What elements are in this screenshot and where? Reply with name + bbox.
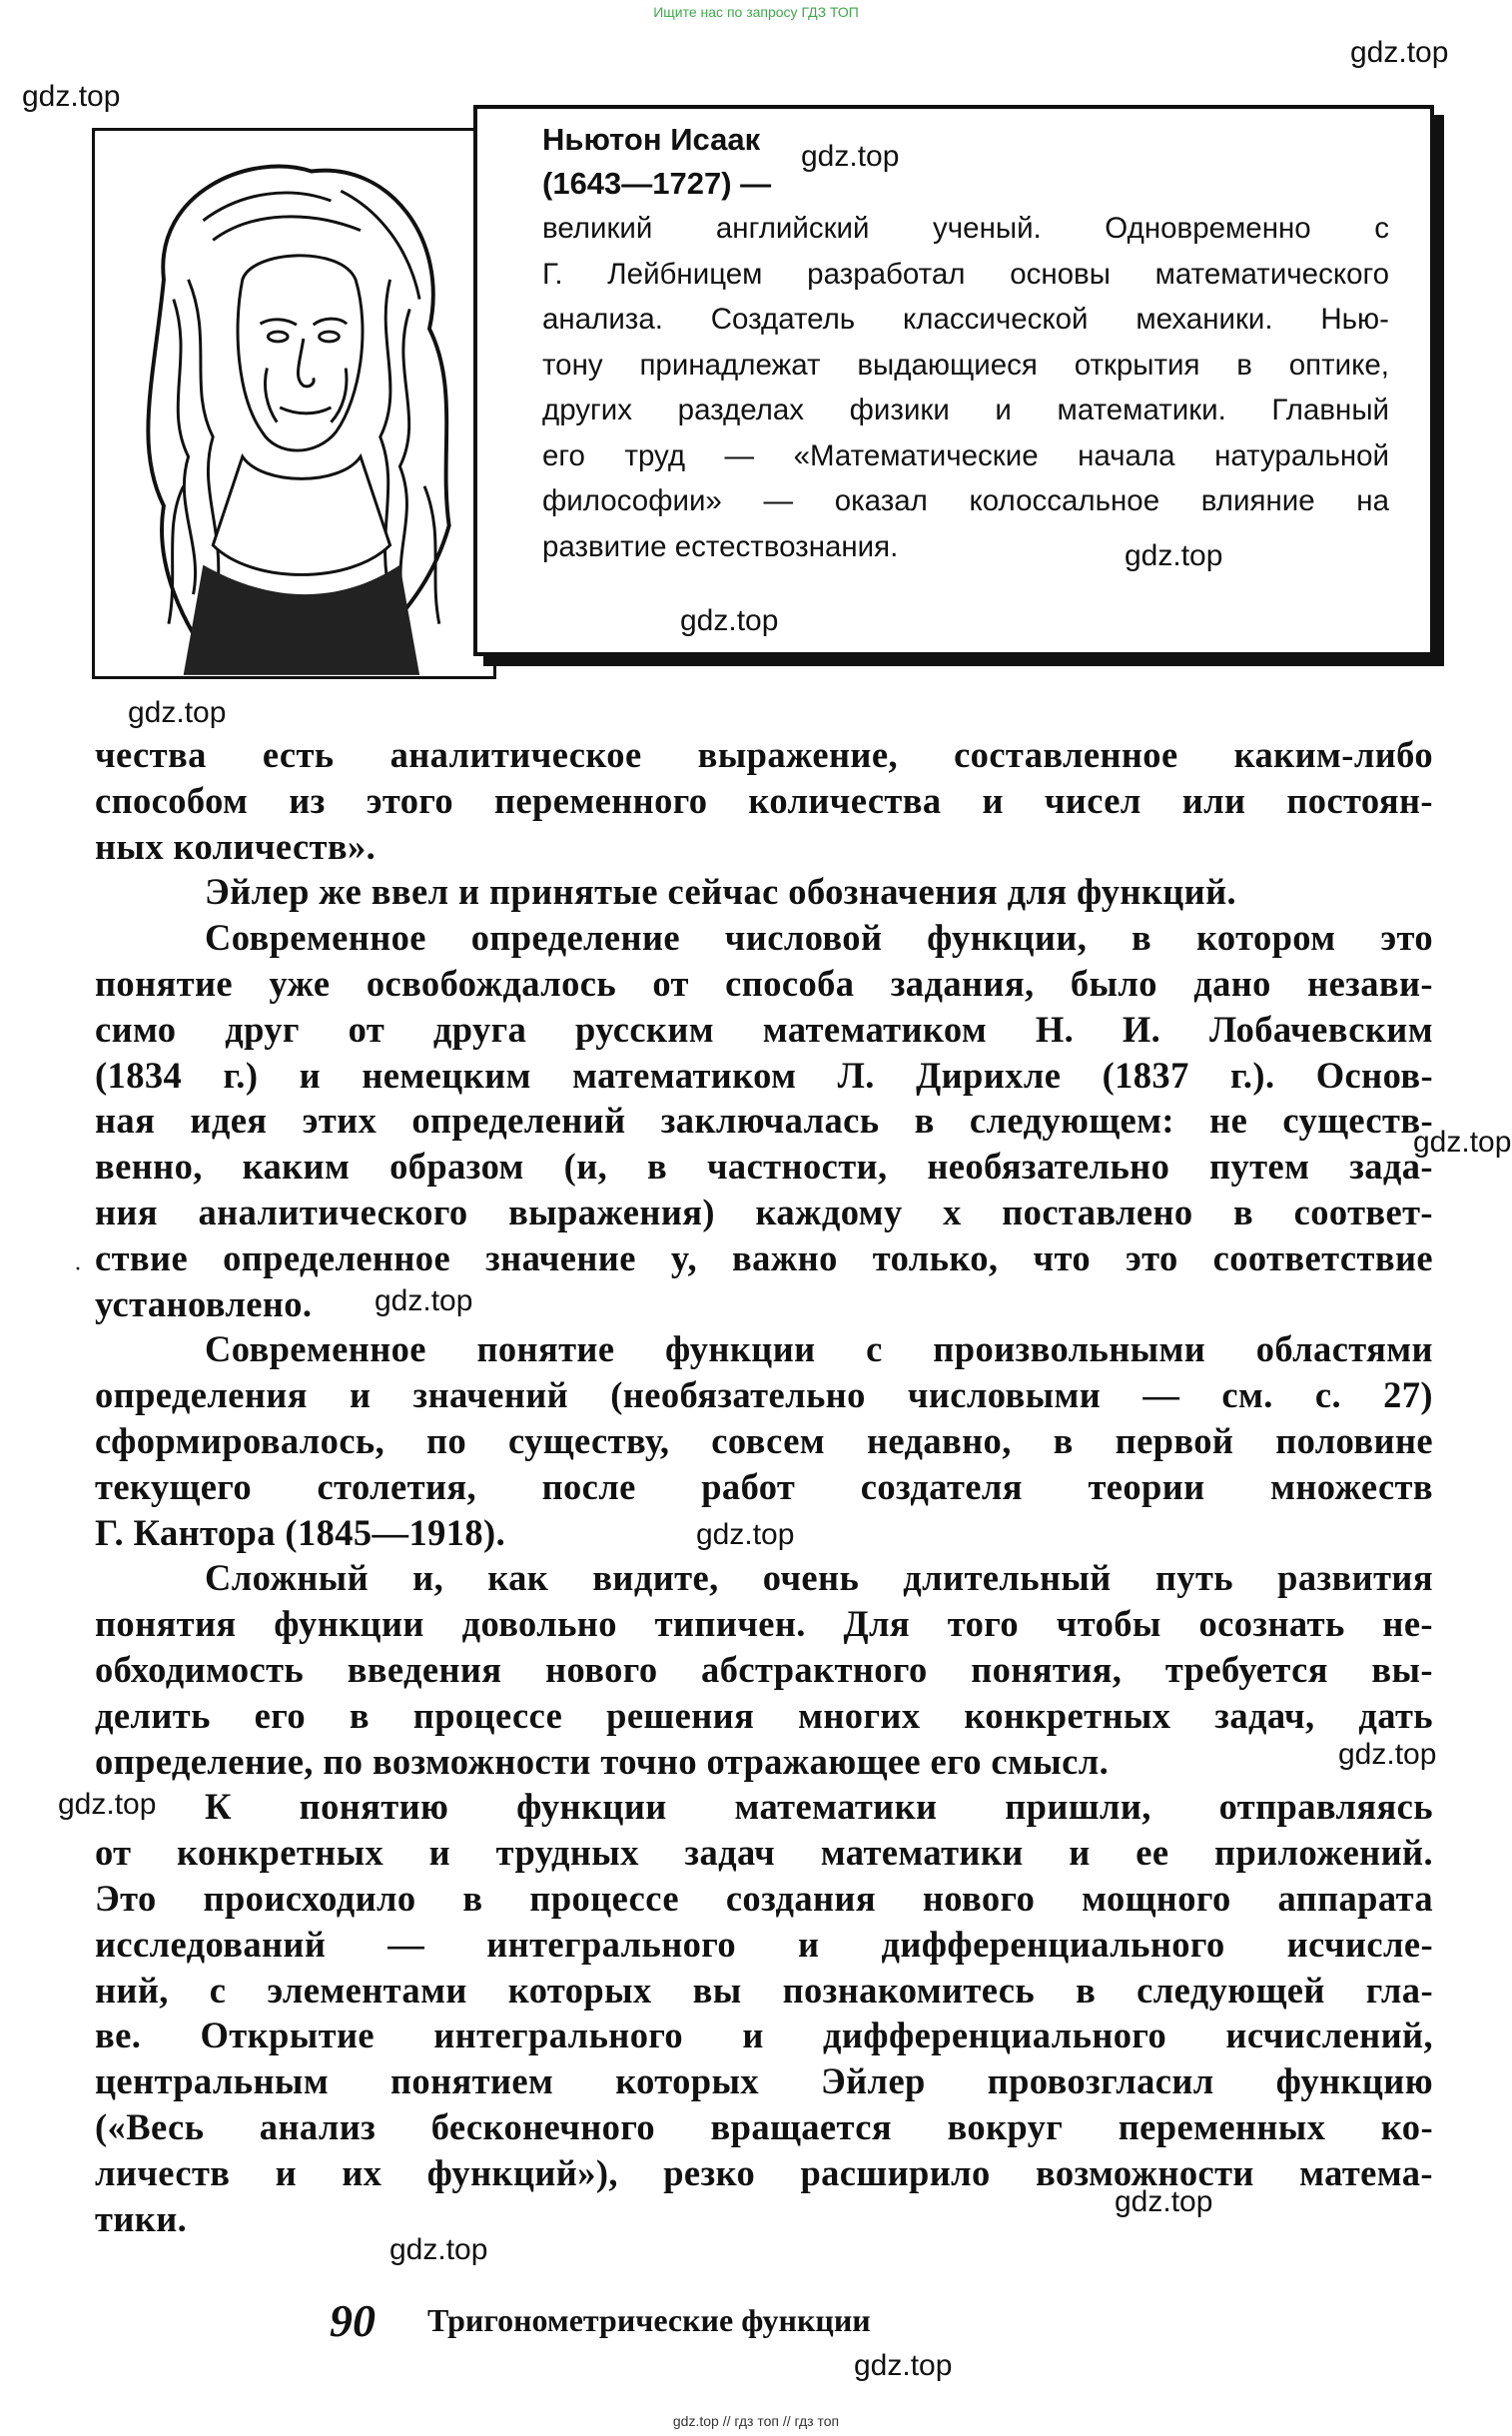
watermark: gdz.top xyxy=(128,696,227,729)
text-line: ния аналитического выражения) каждому x поставлено в соответ- xyxy=(95,1191,1433,1232)
bio-line: его труд — «Математические начала натуральной xyxy=(542,438,1389,472)
page-number: 90 xyxy=(330,2295,376,2346)
text-line: Эйлер же ввел и принятые сейчас обозначения для функций. xyxy=(205,871,1237,913)
text-line: личеств и их функций»), резко расширило возможности матема- xyxy=(95,2151,1433,2193)
text-line: определение, по возможности точно отражающее его смысл. xyxy=(95,1740,1110,1782)
body-text xyxy=(95,732,1433,2241)
bio-years: (1643—1727) — xyxy=(542,166,772,201)
text-line: венно, каким образом (и, в частности, необязательно путем зада- xyxy=(95,1146,1433,1188)
section-title: Тригонометрические функции xyxy=(427,2302,871,2338)
text-line: способом из этого переменного количества и чисел или постоян- xyxy=(95,779,1433,821)
text-line: от конкретных и трудных задач математики и ее приложений. xyxy=(95,1832,1433,1874)
text-line: делить его в процессе решения многих конкретных задач, дать xyxy=(95,1694,1433,1736)
bio-line: других разделах физики и математики. Главный xyxy=(542,394,1389,426)
bio-line: философии» — оказал колоссальное влияние на xyxy=(542,484,1389,517)
text-line: ствие определенное значение y, важно только, что это соответствие xyxy=(95,1236,1433,1278)
text-line: центральным понятием которых Эйлер провозгласил функцию xyxy=(95,2060,1433,2102)
paragraph-3 xyxy=(95,915,1433,1326)
text-line: Сложный и, как видите, очень длительный путь развития xyxy=(205,1557,1433,1599)
bio-name: Ньютон Исаак xyxy=(542,122,761,157)
paragraph-2 xyxy=(95,869,1433,915)
bottom-banner: gdz.top // гдз топ // гдз топ xyxy=(672,2413,840,2429)
text-line: обходимость введения нового абстрактного понятия, требуется вы- xyxy=(95,1648,1433,1690)
watermark: gdz.top xyxy=(1338,1738,1437,1771)
watermark: gdz.top xyxy=(854,2349,953,2382)
watermark: gdz.top xyxy=(696,1518,795,1551)
top-banner: Ищите нас по запросу ГДЗ ТОП xyxy=(653,4,859,20)
bio-header xyxy=(542,118,771,206)
text-line: ве. Открытие интегрального и дифференциального исчислений, xyxy=(95,2015,1433,2056)
text-line: установлено. xyxy=(95,1282,313,1324)
newton-portrait-image xyxy=(92,128,496,679)
text-line: («Весь анализ бесконечного вращается вокруг переменных ко- xyxy=(95,2105,1433,2147)
bio-line: великий английский ученый. Одновременно с xyxy=(542,212,1389,245)
text-line: Современное понятие функции с произвольными областями xyxy=(205,1328,1433,1370)
bio-text xyxy=(542,206,1389,569)
text-line: Это происходило в процессе создания нового мощного аппарата xyxy=(95,1877,1433,1919)
bio-line: Г. Лейбницем разработал основы математического xyxy=(542,257,1389,291)
paragraph-1 xyxy=(95,732,1433,869)
text-line: ных количеств». xyxy=(95,825,377,867)
bio-line: анализа. Создатель классической механики. Нью- xyxy=(542,303,1389,336)
watermark: gdz.top xyxy=(1350,36,1449,69)
paragraph-6 xyxy=(95,1784,1433,2241)
watermark: gdz.top xyxy=(1125,539,1223,572)
text-line: чества есть аналитическое выражение, составленное каким-либо xyxy=(95,734,1433,775)
stray-mark: · xyxy=(74,1256,82,1282)
text-line: симо друг от друга русским математиком Н. И. Лобачевским xyxy=(95,1008,1433,1050)
text-line: понятие уже освобождалось от способа задания, было дано незави- xyxy=(95,962,1433,1004)
paragraph-5 xyxy=(95,1555,1433,1784)
text-line: сформировалось, по существу, совсем недавно, в первой половине xyxy=(95,1419,1433,1461)
text-line: К понятию функции математики пришли, отправляясь xyxy=(205,1786,1433,1828)
watermark: gdz.top xyxy=(1413,1126,1512,1159)
watermark: gdz.top xyxy=(389,2233,488,2266)
text-line: текущего столетия, после работ создателя теории множеств xyxy=(95,1465,1433,1507)
watermark: gdz.top xyxy=(58,1788,157,1821)
text-line: Г. Кантора (1845—1918). xyxy=(95,1511,506,1553)
watermark: gdz.top xyxy=(680,604,779,637)
text-line: Современное определение числовой функции, в котором это xyxy=(205,917,1433,959)
watermark: gdz.top xyxy=(1115,2185,1213,2218)
text-line: ная идея этих определений заключалась в следующем: не существ- xyxy=(95,1100,1433,1142)
watermark: gdz.top xyxy=(22,80,121,113)
watermark: gdz.top xyxy=(801,140,900,173)
text-line: тики. xyxy=(95,2197,188,2239)
text-line: (1834 г.) и немецким математиком Л. Дирихле (1837 г.). Основ- xyxy=(95,1054,1433,1096)
bio-line: развитие естествознания. xyxy=(542,529,899,563)
text-line: определения и значений (необязательно числовыми — см. с. 27) xyxy=(95,1374,1433,1416)
bio-line: тону принадлежат выдающиеся открытия в оптике, xyxy=(542,348,1389,382)
text-line: понятия функции довольно типичен. Для того чтобы осознать не- xyxy=(95,1603,1433,1645)
text-line: ний, с элементами которых вы познакомитесь в следующей гла- xyxy=(95,1969,1433,2011)
text-line: исследований — интегрального и дифференциального исчисле- xyxy=(95,1923,1433,1965)
watermark: gdz.top xyxy=(375,1284,473,1317)
